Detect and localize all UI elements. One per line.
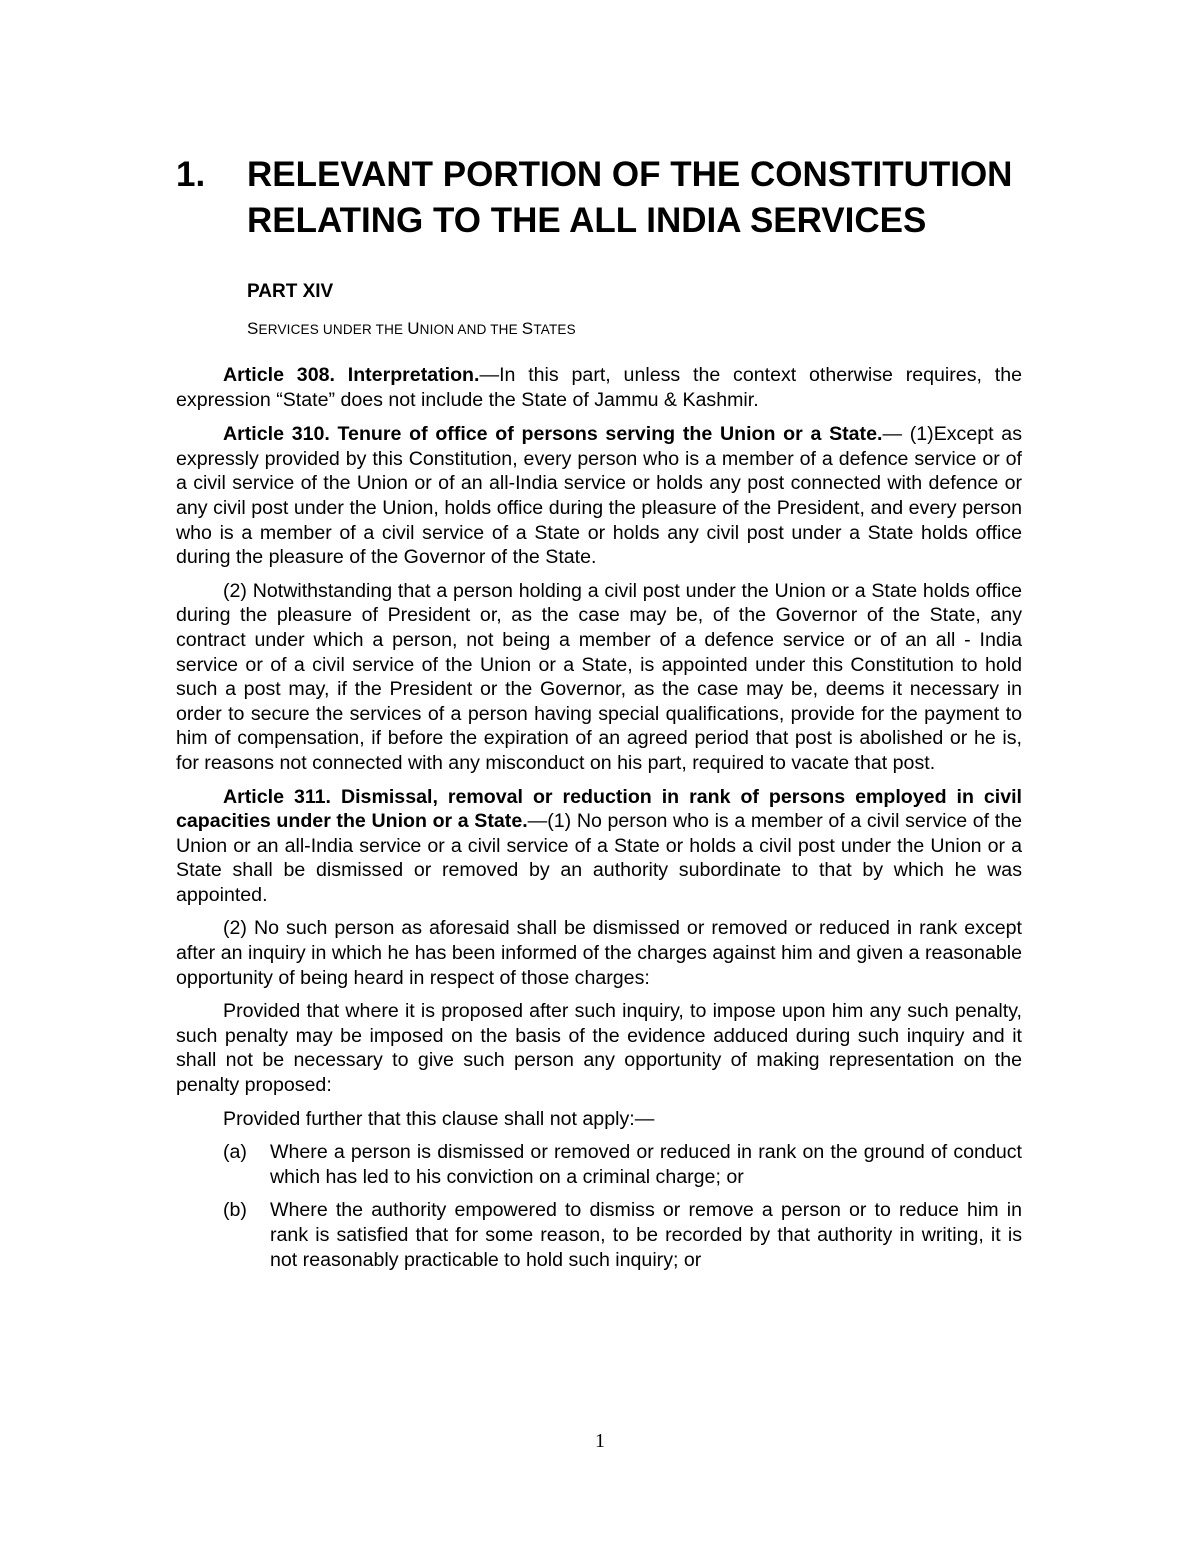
part-subtitle [247,318,1022,341]
part-title: PART XIV [247,281,334,302]
document-body [176,280,1022,1272]
list-item [176,1198,1022,1272]
proviso-list [176,1140,1022,1272]
chapter-heading [176,152,1056,244]
chapter-number: 1. [176,155,206,194]
article-310-clause-1-text: — (1)Except as expressly provided by this Constitution, every person who is a member of a defence service or of a civil service of the Union or of an all-India service or holds any post connected with defence or any civil post under the Union, holds office during the pleasure of the President, and every person who is a member of a civil service of a State or holds any civil post under a State holds office during the pleasure of the Governor of the State. [176,423,1022,569]
subtitle-small-caps: NION AND THE [419,322,522,337]
list-item-text: Where the authority empowered to dismiss or remove a person or to reduce him in rank is satisfied that for some reason, to be recorded by that authority in writing, it is not reasonably practicable to hold such inquiry; or [270,1199,1022,1271]
article-310-clause-2: (2) Notwithstanding that a person holding a civil post under the Union or a State holds office during the pleasure of President or, as the case may be, of the Governor of the State, any contract under which a person, not being a member of a defence service or of an all - India service or of a civil service of the Union or a State, is appointed under this Constitution to hold such a post may, if the President or the Governor, as the case may be, deems it necessary in order to secure the services of a person having special qualifications, provide for the payment to him of compensation, if before the expiration of an agreed period that post is abolished or he is, for reasons not connected with any misconduct on his part, required to vacate that post. [176,579,1022,774]
article-310-clause-1 [176,422,1022,570]
list-item [176,1140,1022,1189]
article-311-clause-1-text: —(1) No person who is a member of a civil service of the Union or an all-India service or a civil service of a State or holds a civil post under the Union or a State shall be dismissed or removed by an authority subordinate to that by which he was appointed. [176,810,1022,906]
chapter-title: RELEVANT PORTION OF THE CONSTITUTION RELATING TO THE ALL INDIA SERVICES [247,155,1013,240]
article-310-heading: Article 310. Tenure of office of persons serving the Union or a State. [223,423,883,446]
article-311-clause-1 [176,785,1022,908]
article-311-proviso-1: Provided that where it is proposed after such inquiry, to impose upon him any such penalty, such penalty may be imposed on the basis of the evidence adduced during such inquiry and it shall not be necessary to give such person any opportunity of making representation on the penalty proposed: [176,1000,1022,1097]
article-308-body: —In this part, unless the context otherwise requires, the expression “State” does not include the State of Jammu & Kashmir. [176,364,1022,411]
subtitle-small-caps: TATES [533,322,576,337]
article-311-proviso-2: Provided further that this clause shall not apply:— [223,1107,655,1130]
page-number: 1 [595,1430,605,1452]
list-item-label: (b) [223,1199,247,1222]
article-311-heading: Article 311. Dismissal, removal or reduction in rank of persons employed in civil capacities under the Union or a State. [176,785,1022,833]
article-308-heading: Article 308. Interpretation. [223,364,480,386]
subtitle-cap: U [407,319,420,338]
list-item-text: Where a person is dismissed or removed or reduced in rank on the ground of conduct which has led to his conviction on a criminal charge; or [270,1141,1022,1188]
subtitle-small-caps: ERVICES UNDER THE [258,322,408,337]
article-311-clause-2: (2) No such person as aforesaid shall be dismissed or removed or reduced in rank except after an inquiry in which he has been informed of the charges against him and given a reasonable opportunity of being heard in respect of those charges: [176,917,1022,989]
list-item-label: (a) [223,1141,247,1164]
subtitle-cap: S [247,319,259,338]
subtitle-cap: S [521,319,534,338]
article-308 [176,363,1022,412]
